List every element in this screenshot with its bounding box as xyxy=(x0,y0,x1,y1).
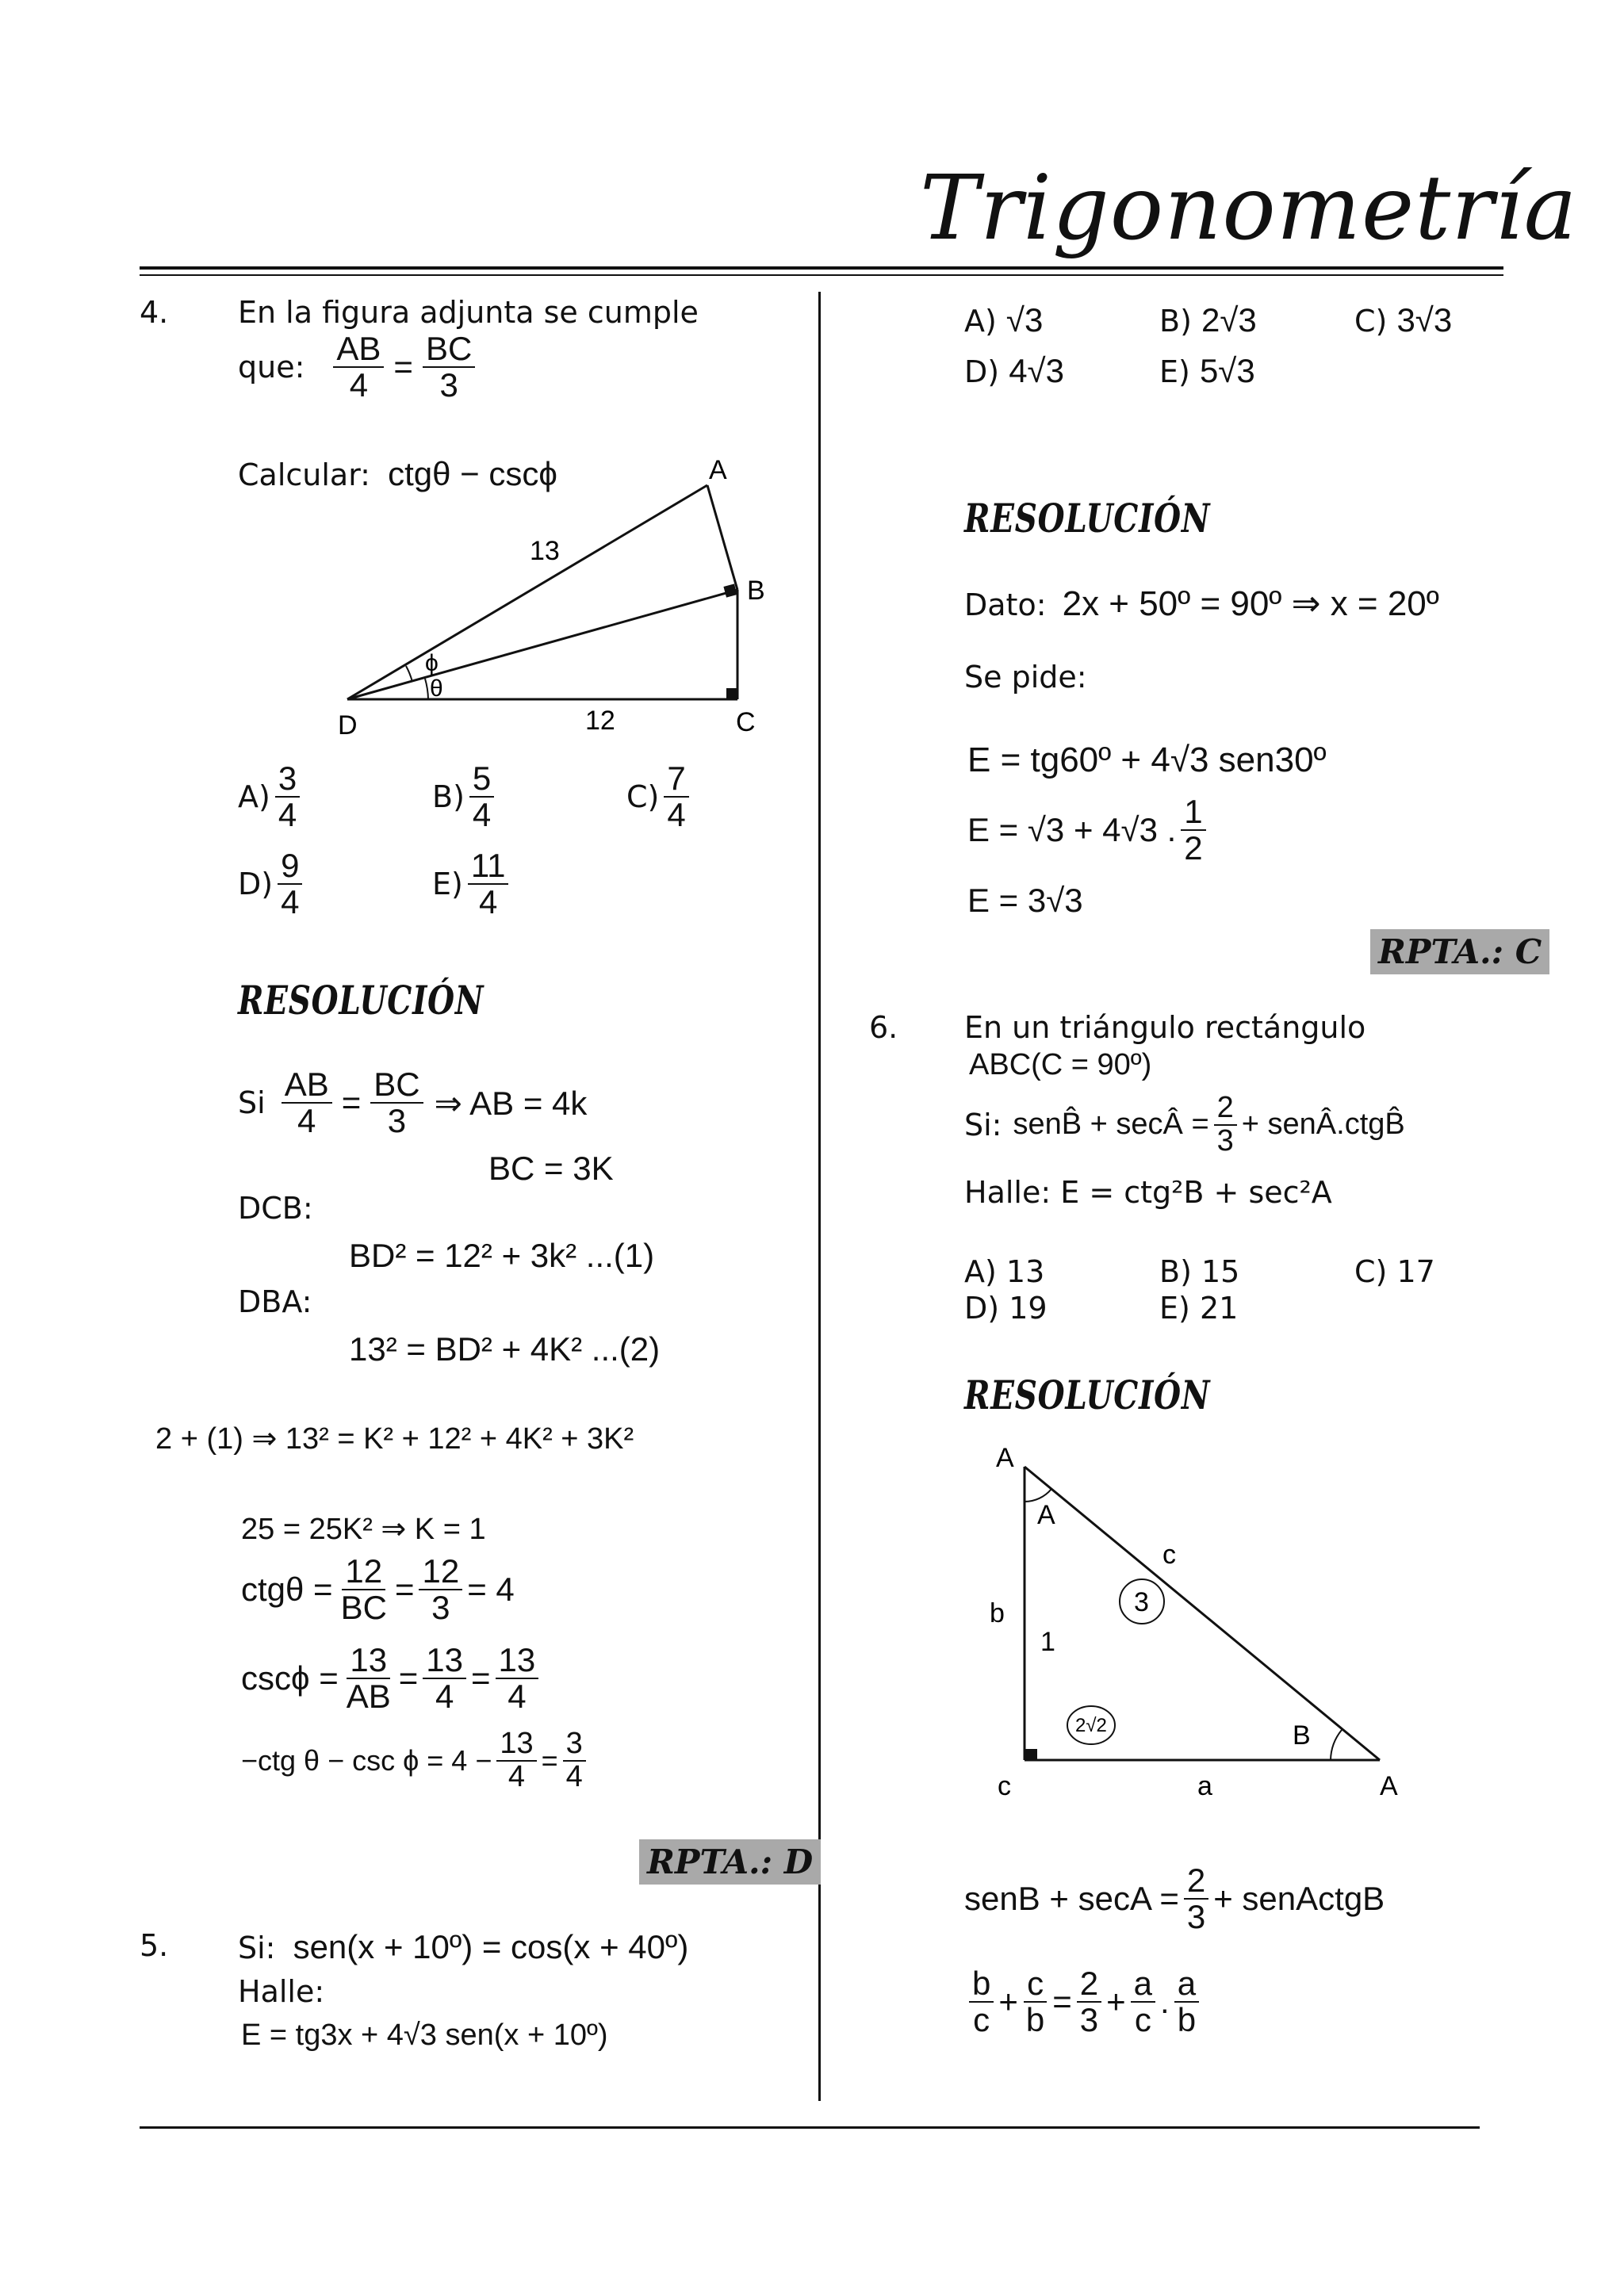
p4-option-e xyxy=(432,848,513,920)
fig1-side-12: 12 xyxy=(585,706,615,736)
p4-csc-n13: 13 xyxy=(347,1643,390,1679)
fig1-label-a: A xyxy=(709,455,727,485)
p5-option-a-val: √3 xyxy=(1005,301,1044,339)
p4-eq1: BD² = 12² + 3k² ...(1) xyxy=(349,1237,655,1274)
p6-given-r: + senÂ.ctgB̂ xyxy=(1241,1108,1405,1142)
p4-csc-ab: AB xyxy=(346,1678,391,1716)
p4-ctg-frac1 xyxy=(338,1554,390,1625)
fig1-label-d: D xyxy=(338,710,358,740)
p4-csc-d4b: 4 xyxy=(508,1678,527,1716)
p4-ctg-result: = 4 xyxy=(467,1571,515,1609)
p4-option-e-den: 4 xyxy=(478,883,498,921)
p4-option-c xyxy=(626,761,694,832)
p6-option-e-val: 21 xyxy=(1199,1291,1239,1326)
p4-ctg-d3: 3 xyxy=(431,1589,450,1627)
p5-option-e-label: E) xyxy=(1159,354,1190,389)
p4-option-b-num: 5 xyxy=(469,761,494,798)
p4-eq3: 2 + (1) ⇒ 13² = K² + 12² + 4K² + 3K² xyxy=(155,1422,634,1456)
p5-expr: E = tg3x + 4√3 sen(x + 10º) xyxy=(241,2019,608,2052)
p6-frac-a-c xyxy=(1131,1966,1155,2038)
p6-b1: b xyxy=(969,1966,994,2003)
p4-option-d-fraction xyxy=(278,848,302,920)
p4-final-lhs: −ctg θ − csc ϕ = 4 − xyxy=(241,1743,492,1777)
p6-b2: b xyxy=(1025,2001,1045,2039)
header-rule-bottom xyxy=(140,274,1503,276)
fig2-angle-a: A xyxy=(1037,1500,1055,1530)
p6-a1: a xyxy=(1131,1966,1155,2003)
p6-a2: a xyxy=(1174,1966,1199,2003)
p6-option-e xyxy=(1159,1291,1238,1326)
p4-option-a-label: A) xyxy=(238,779,270,815)
p4-final-eq: = xyxy=(541,1743,558,1777)
p4-ctg-n12b: 12 xyxy=(419,1554,462,1590)
p4-option-a xyxy=(238,761,304,832)
p5-e2-line xyxy=(967,794,1211,866)
p4-option-c-num: 7 xyxy=(664,761,688,798)
p6-option-d-val: 19 xyxy=(1009,1291,1048,1326)
p5-given-line xyxy=(238,1928,688,1966)
p6-given-two: 2 xyxy=(1214,1093,1237,1126)
p4-si-3: 3 xyxy=(387,1102,407,1140)
p4-si-line xyxy=(238,1067,587,1138)
p6-option-b xyxy=(1159,1254,1239,1289)
p4-option-c-den: 4 xyxy=(667,796,686,834)
p4-dba: DBA: xyxy=(238,1284,312,1319)
p4-csc-n13b: 13 xyxy=(423,1643,466,1679)
p6-eq-l: senB + secA = xyxy=(964,1880,1179,1918)
p6-eq-line xyxy=(964,1863,1385,1934)
p5-se-pide: Se pide: xyxy=(964,660,1087,695)
que-label: que: xyxy=(238,350,305,385)
p4-si-bc: BC xyxy=(370,1067,423,1104)
p5-option-b-label: B) xyxy=(1159,304,1192,339)
p4-option-d-num: 9 xyxy=(278,848,302,885)
calcular-label: Calcular: xyxy=(238,457,370,492)
p4-option-a-den: 4 xyxy=(278,796,297,834)
fig1-side-13: 13 xyxy=(530,536,560,566)
fig1-angle-phi: ϕ xyxy=(425,650,439,676)
footer-rule xyxy=(140,2126,1480,2129)
p4-option-e-label: E) xyxy=(432,867,463,902)
p5-half-num: 1 xyxy=(1181,794,1205,831)
fig2-label-c-bottom: c xyxy=(998,1771,1011,1801)
p4-final-n13: 13 xyxy=(496,1728,536,1762)
bc-num: BC xyxy=(423,331,475,368)
p6-eq-three: 3 xyxy=(1186,1898,1206,1936)
p6-frac-b-c xyxy=(969,1966,994,2038)
fig2-one: 1 xyxy=(1040,1627,1055,1657)
page-title: Trigonometría xyxy=(920,157,1578,260)
p5-e2: E = √3 + 4√3 . xyxy=(967,811,1177,849)
fraction-ab-4 xyxy=(333,331,384,403)
p4-ctg-lhs: ctgθ = xyxy=(241,1571,333,1609)
p5-option-b-val: 2√3 xyxy=(1201,301,1257,339)
p5-option-d-val: 4√3 xyxy=(1009,352,1064,389)
p4-csc-line xyxy=(241,1643,543,1714)
p6-option-c-val: 17 xyxy=(1396,1254,1435,1289)
p4-si-ab: AB xyxy=(282,1067,332,1104)
three-den: 3 xyxy=(439,366,458,404)
p5-option-a xyxy=(964,301,1043,339)
p4-csc-frac1 xyxy=(343,1643,394,1714)
p5-answer-badge: RPTA.: C xyxy=(1370,929,1549,974)
fig2-side-c: c xyxy=(1162,1540,1176,1570)
p6-option-d-label: D) xyxy=(964,1291,1000,1326)
p5-option-c-val: 3√3 xyxy=(1396,301,1453,339)
p4-bc-eq: BC = 3K xyxy=(488,1150,614,1187)
problem-4-que xyxy=(238,331,480,403)
p6-eq-r: + senActgB xyxy=(1213,1880,1385,1918)
p4-option-b-label: B) xyxy=(432,779,465,815)
p4-final-line xyxy=(241,1728,591,1793)
p4-csc-frac2 xyxy=(423,1643,466,1714)
problem-6-number: 6. xyxy=(869,1010,898,1045)
problem-4-intro: En la figura adjunta se cumple xyxy=(238,295,699,330)
p5-half-den: 2 xyxy=(1184,829,1203,867)
p6-option-a xyxy=(964,1254,1044,1289)
fig2-side-a: a xyxy=(1197,1771,1212,1801)
p4-dcb: DCB: xyxy=(238,1191,313,1226)
p4-csc-lhs: cscϕ = xyxy=(241,1659,339,1697)
problem-5-number: 5. xyxy=(140,1928,169,1963)
p4-csc-frac3 xyxy=(496,1643,539,1714)
p4-option-a-fraction xyxy=(275,761,300,832)
p6-abc: ABC(C = 90º) xyxy=(969,1048,1152,1081)
p4-ctg-line xyxy=(241,1554,515,1625)
p4-si-frac-bc xyxy=(370,1067,423,1138)
p6-resolution-heading: RESOLUCIÓN xyxy=(964,1372,1211,1418)
four-den: 4 xyxy=(349,366,369,404)
p5-option-c-label: C) xyxy=(1354,304,1388,339)
p4-csc-d4: 4 xyxy=(435,1678,454,1716)
ab-num: AB xyxy=(333,331,384,368)
triangle-figure-2 xyxy=(983,1443,1459,1808)
fig1-angle-theta: θ xyxy=(430,675,443,702)
p5-option-b xyxy=(1159,301,1257,339)
p6-b3: b xyxy=(1177,2001,1197,2039)
p6-option-e-label: E) xyxy=(1159,1291,1190,1326)
p5-given: sen(x + 10º) = cos(x + 40º) xyxy=(293,1928,689,1965)
p6-plus2: + xyxy=(1106,1983,1126,2021)
p4-implies-ab: ⇒ AB = 4k xyxy=(434,1084,588,1122)
p4-option-b-den: 4 xyxy=(472,796,492,834)
p6-given-line xyxy=(964,1093,1405,1158)
fig2-side-b: b xyxy=(990,1598,1005,1628)
p6-dot: . xyxy=(1160,1983,1170,2021)
p4-csc-n13c: 13 xyxy=(496,1643,539,1679)
p4-si-equals: = xyxy=(341,1084,362,1122)
p4-si-4: 4 xyxy=(297,1102,316,1140)
p4-option-b xyxy=(432,761,499,832)
p4-option-b-fraction xyxy=(469,761,494,832)
p6-option-a-val: 13 xyxy=(1005,1254,1045,1289)
triangle-figure-1 xyxy=(317,452,793,745)
problem-4-number: 4. xyxy=(140,295,169,330)
fig1-label-b: B xyxy=(747,576,765,606)
p5-option-d xyxy=(964,352,1064,390)
p6-given-l: senB̂ + secÂ = xyxy=(1013,1108,1209,1142)
p5-option-a-label: A) xyxy=(964,304,997,339)
p4-final-d4b: 4 xyxy=(565,1759,583,1793)
p4-final-frac1 xyxy=(496,1728,536,1793)
p5-e3: E = 3√3 xyxy=(967,882,1083,919)
calcular-expr: ctgθ − cscϕ xyxy=(388,455,557,492)
p6-given-frac xyxy=(1214,1093,1237,1158)
p6-intro: En un triángulo rectángulo xyxy=(964,1010,1366,1045)
p6-two2: 2 xyxy=(1077,1966,1101,2003)
p4-ctg-eq: = xyxy=(394,1571,415,1609)
p5-option-e-val: 5√3 xyxy=(1199,352,1255,389)
p4-final-frac2 xyxy=(563,1728,586,1793)
p4-option-c-fraction xyxy=(664,761,688,832)
fig2-label-a-top: A xyxy=(996,1443,1014,1473)
p4-eq4: 25 = 25K² ⇒ K = 1 xyxy=(241,1513,486,1546)
fig2-angle-b: B xyxy=(1293,1720,1311,1751)
p6-halle: Halle: E = ctg²B + sec²A xyxy=(964,1175,1332,1210)
p6-option-c-label: C) xyxy=(1354,1254,1388,1289)
p6-option-d xyxy=(964,1291,1048,1326)
p5-e1: E = tg60º + 4√3 sen30º xyxy=(967,740,1327,779)
fig1-label-c: C xyxy=(736,707,756,737)
header-rule-top xyxy=(140,266,1503,270)
p4-si-frac-ab xyxy=(282,1067,332,1138)
p4-option-c-label: C) xyxy=(626,779,660,815)
p4-ctg-bc: BC xyxy=(340,1589,387,1627)
p5-option-e xyxy=(1159,352,1255,390)
p4-option-a-num: 3 xyxy=(275,761,300,798)
p6-ratio-line xyxy=(964,1966,1204,2038)
p6-eq-two: 2 xyxy=(1184,1863,1208,1900)
p6-plus1: + xyxy=(998,1983,1018,2021)
p6-c2: c xyxy=(1024,1966,1047,2003)
p5-option-c xyxy=(1354,301,1452,339)
p4-resolution-heading: RESOLUCIÓN xyxy=(238,977,485,1024)
p4-eq2: 13² = BD² + 4K² ...(2) xyxy=(349,1330,661,1368)
p4-option-d xyxy=(238,848,307,920)
p6-option-c xyxy=(1354,1254,1435,1289)
p5-half xyxy=(1181,794,1205,866)
p4-option-e-num: 11 xyxy=(468,848,509,885)
p6-c3: c xyxy=(1134,2001,1151,2039)
p6-frac-c-b xyxy=(1023,1966,1048,2038)
column-divider xyxy=(818,292,821,2101)
p4-option-d-label: D) xyxy=(238,867,274,902)
p6-frac-a-b xyxy=(1174,1966,1199,2038)
p5-dato-label: Dato: xyxy=(964,587,1047,622)
p6-option-a-label: A) xyxy=(964,1254,997,1289)
fraction-bc-3 xyxy=(423,331,475,403)
equals-sign: = xyxy=(393,348,413,386)
p5-option-d-label: D) xyxy=(964,354,1000,389)
p4-si: Si xyxy=(238,1085,266,1121)
p6-eq2: = xyxy=(1052,1983,1072,2021)
p5-dato-line xyxy=(964,584,1439,624)
p5-dato: 2x + 50º = 90º ⇒ x = 20º xyxy=(1062,584,1439,623)
p4-csc-eq1: = xyxy=(398,1659,419,1697)
p4-option-d-den: 4 xyxy=(281,883,300,921)
p6-frac-2-3 xyxy=(1077,1966,1101,2038)
fig2-label-a-right: A xyxy=(1380,1771,1398,1801)
fig2-circled-3: 3 xyxy=(1134,1587,1149,1617)
p4-option-e-fraction xyxy=(468,848,509,920)
p4-final-d4: 4 xyxy=(508,1759,526,1793)
p4-ctg-n12: 12 xyxy=(342,1554,385,1590)
p4-answer-badge: RPTA.: D xyxy=(639,1839,821,1885)
p6-si: Si: xyxy=(964,1107,1002,1142)
p6-three2: 3 xyxy=(1079,2001,1099,2039)
p6-option-b-val: 15 xyxy=(1201,1254,1240,1289)
p6-given-three: 3 xyxy=(1216,1123,1234,1158)
fig2-two-root2: 2√2 xyxy=(1075,1715,1107,1736)
p4-final-n3: 3 xyxy=(563,1728,586,1762)
p4-ctg-frac2 xyxy=(419,1554,462,1625)
p6-option-b-label: B) xyxy=(1159,1254,1192,1289)
p4-csc-eq2: = xyxy=(471,1659,491,1697)
p6-c1: c xyxy=(973,2001,990,2039)
p5-halle: Halle: xyxy=(238,1974,325,2009)
p6-eq-frac xyxy=(1184,1863,1208,1934)
p5-si: Si: xyxy=(238,1931,276,1965)
p5-resolution-heading: RESOLUCIÓN xyxy=(964,495,1211,541)
